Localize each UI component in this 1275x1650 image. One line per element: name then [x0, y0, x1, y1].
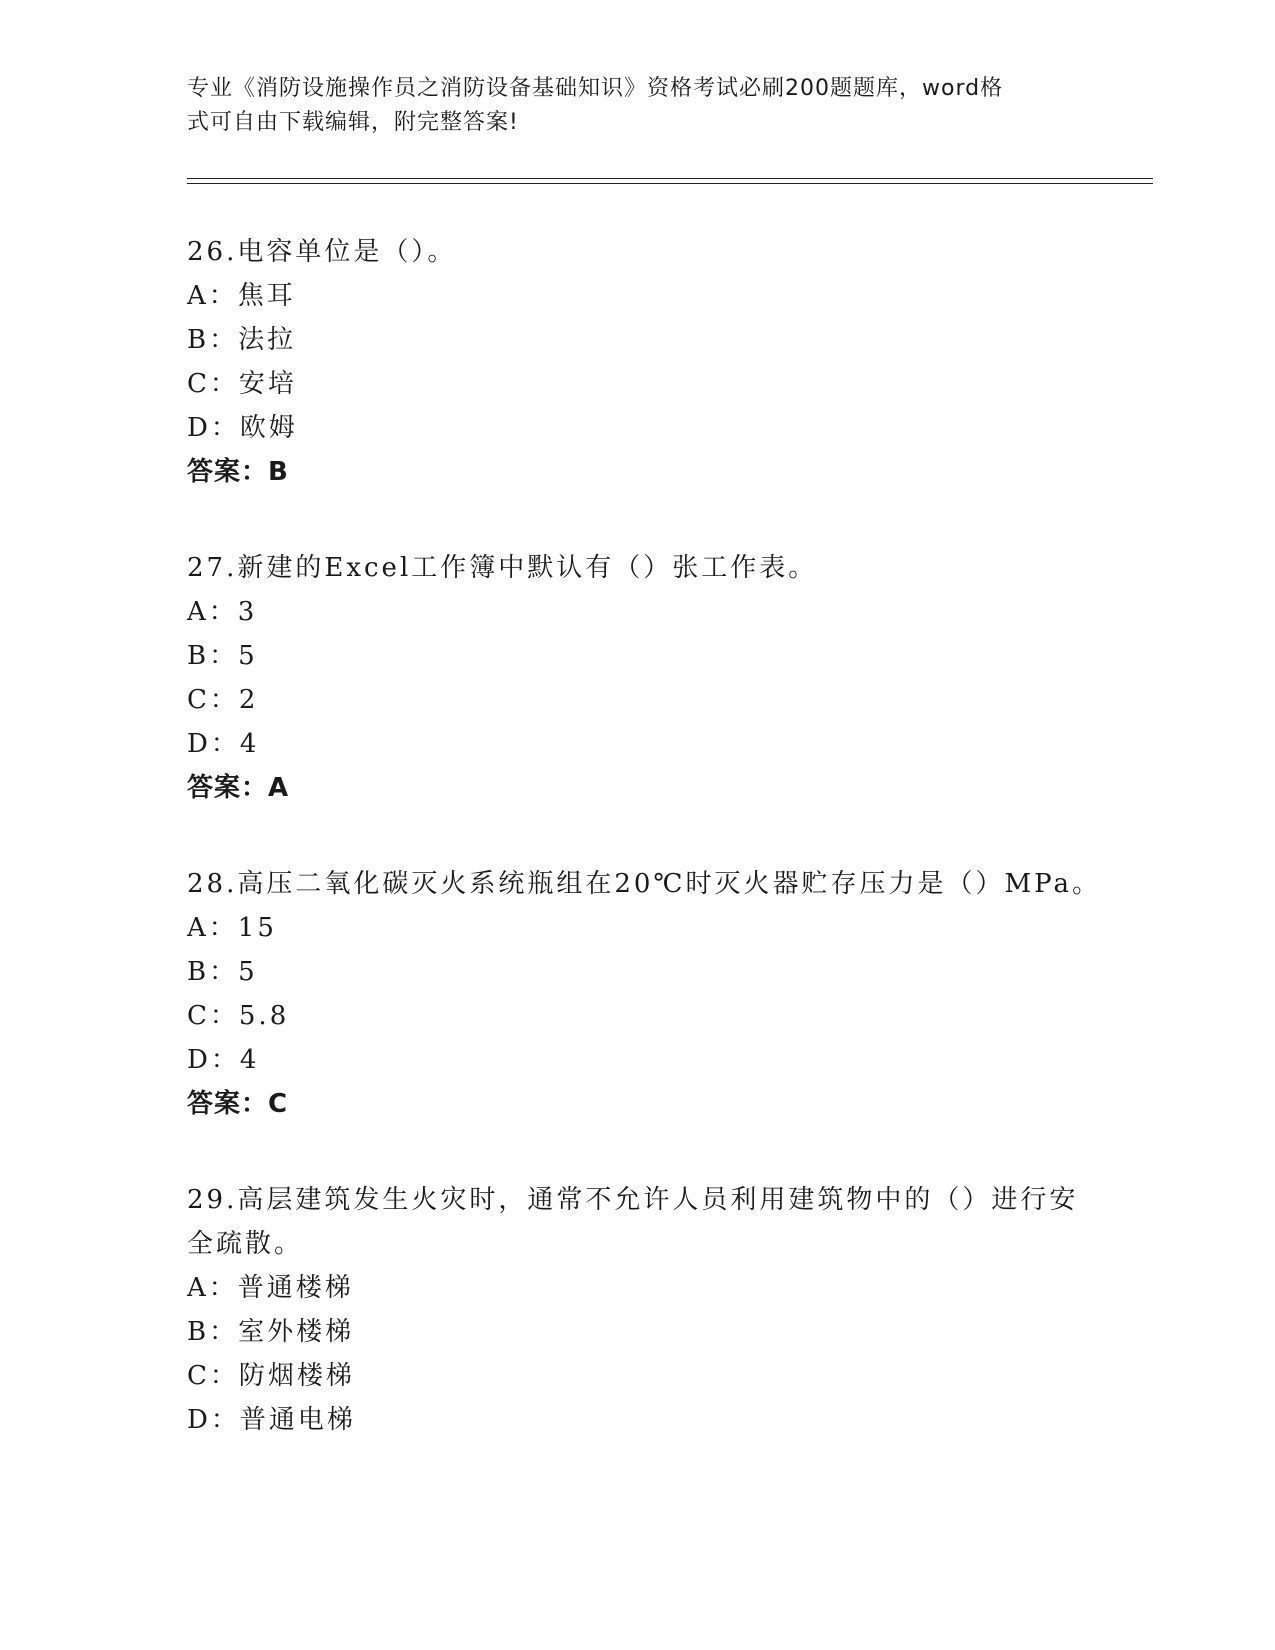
question-stem-line-2: 全疏散。 — [187, 1229, 304, 1259]
document-header — [187, 72, 1067, 140]
option-a: A：普通楼梯 — [187, 1273, 354, 1303]
option-c: C：防烟楼梯 — [187, 1361, 355, 1391]
option-d: D：4 — [187, 1045, 260, 1075]
answer: 答案：C — [187, 1089, 289, 1119]
option-a: A：15 — [187, 913, 277, 943]
option-a: A：焦耳 — [187, 281, 296, 311]
option-d: D：4 — [187, 729, 260, 759]
header-line-2: 式可自由下载编辑，附完整答案! — [187, 110, 519, 135]
option-b: B：5 — [187, 957, 258, 987]
option-a: A：3 — [187, 597, 258, 627]
header-divider-top — [187, 178, 1153, 179]
option-d: D：欧姆 — [187, 413, 298, 443]
option-c: C：安培 — [187, 369, 297, 399]
option-b: B：法拉 — [187, 325, 297, 355]
question-stem: 26.电容单位是（）。 — [187, 237, 457, 267]
option-d: D：普通电梯 — [187, 1405, 356, 1435]
option-c: C：2 — [187, 685, 259, 715]
header-line-1: 专业《消防设施操作员之消防设备基础知识》资格考试必刷200题题库，word格 — [187, 76, 1004, 101]
option-b: B：5 — [187, 641, 258, 671]
question-stem: 28.高压二氧化碳灭火系统瓶组在20℃时灭火器贮存压力是（）MPa。 — [187, 869, 1101, 899]
answer: 答案：A — [187, 773, 290, 803]
option-b: B：室外楼梯 — [187, 1317, 355, 1347]
question-stem-line-1: 29.高层建筑发生火灾时，通常不允许人员利用建筑物中的（）进行安 — [187, 1185, 1079, 1215]
question-stem: 27.新建的Excel工作簿中默认有（）张工作表。 — [187, 553, 818, 583]
option-c: C：5.8 — [187, 1001, 290, 1031]
header-divider-bottom — [187, 183, 1153, 184]
answer: 答案：B — [187, 457, 289, 487]
